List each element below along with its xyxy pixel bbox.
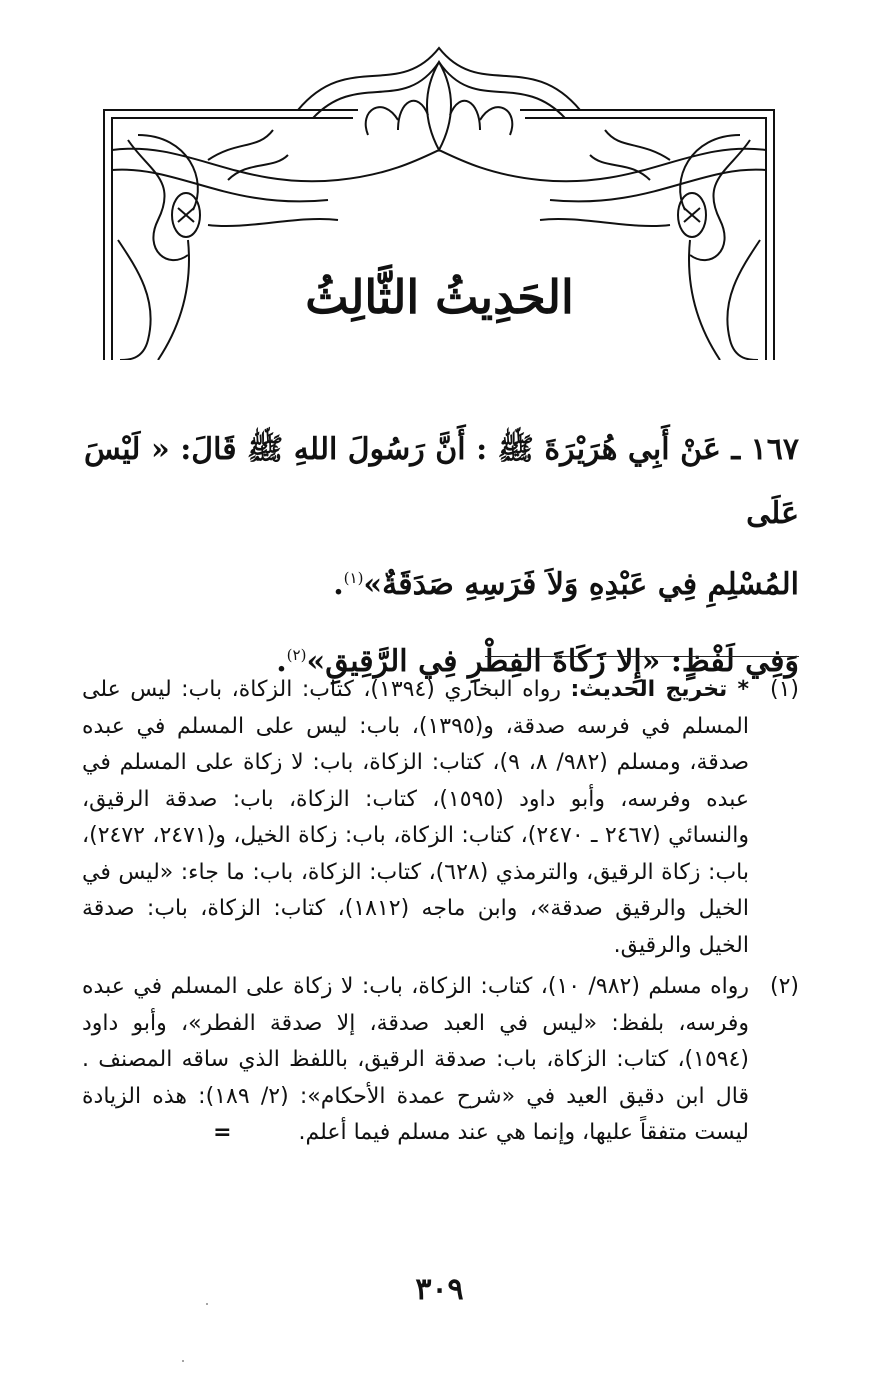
footnote-2 bbox=[82, 969, 799, 1152]
hadith-text bbox=[84, 418, 799, 694]
hadith-line-1: ١٦٧ ـ عَنْ أَبِي هُرَيْرَةَ ﷺ : أَنَّ رَسُولَ اللهِ ﷺ قَالَ: « لَيْسَ عَلَى bbox=[84, 432, 799, 531]
hadith-variant-text: وَفِي لَفْظٍ: «إِلا زَكَاةَ الفِطْرِ فِي الرَّقِيقِ» bbox=[306, 644, 799, 679]
footnote-text: رواه البخاري (١٣٩٤)، كتاب: الزكاة، باب: ليس على المسلم في فرسه صدقة، و(١٣٩٥)، باب: ليس على المسلم في عبده صدقة، ومسلم (٩٨٢/ ٨، ٩)، كتاب: الزكاة، باب: لا زكاة على المسلم في عبده وفرسه، وأبو داود (١٥٩٥)، كتاب: الزكاة، باب: صدقة الرقيق، والنسائي (٢٤٦٧ ـ ٢٤٧٠)، كتاب: الزكاة، باب: زكاة الخيل، و(٢٤٧١، ٢٤٧٢)، باب: زكاة الرقيق، والترمذي (٦٢٨)، كتاب: الزكاة، باب: ما جاء: «ليس في الخيل والرقيق صدقة»، وابن ماجه (١٨١٢)، كتاب: الزكاة، باب: صدقة الخيل والرقيق. bbox=[82, 677, 750, 958]
continuation-mark: = bbox=[213, 1120, 232, 1145]
hadith-line-2-end: . bbox=[333, 567, 344, 602]
hadith-variant-end: . bbox=[276, 644, 287, 679]
hadith-line-2 bbox=[84, 546, 799, 617]
hadith-line-2-text: المُسْلِمِ فِي عَبْدِهِ وَلاَ فَرَسِهِ صَدَقَةٌ» bbox=[363, 567, 799, 602]
footnote-ref-2[interactable]: (٢) bbox=[286, 646, 307, 664]
footnote-ref-1[interactable]: (١) bbox=[343, 569, 364, 587]
footnote-text: رواه مسلم (٩٨٢/ ١٠)، كتاب: الزكاة، باب: لا زكاة على المسلم في عبده وفرسه، بلفظ: «ليس في العبد صدقة، إلا صدقة الفطر»، وأبو داود (١٥٩٤)، كتاب: الزكاة، باب: صدقة الرقيق، باللفظ الذي ساقه المصنف . قال ابن دقيق العيد في «شرح عمدة الأحكام»: (٢/ ١٨٩): هذه الزيادة ليست متفقاً عليها، وإنما هي عند مسلم فيما أعلم. bbox=[82, 974, 750, 1145]
chapter-title: الحَدِيثُ الثَّالِثُ bbox=[305, 270, 574, 324]
footnotes bbox=[82, 672, 799, 1157]
footnote-number: (٢) bbox=[769, 974, 799, 999]
footnote-lead: * تخريج الحديث: bbox=[570, 677, 749, 702]
scan-speck bbox=[206, 1303, 208, 1305]
page-number: ٣٠٩ bbox=[415, 1272, 464, 1307]
scan-speck bbox=[182, 1360, 184, 1362]
footnote-number: (١) bbox=[769, 677, 799, 702]
footnote-1 bbox=[82, 672, 799, 964]
footnote-separator bbox=[485, 656, 799, 657]
